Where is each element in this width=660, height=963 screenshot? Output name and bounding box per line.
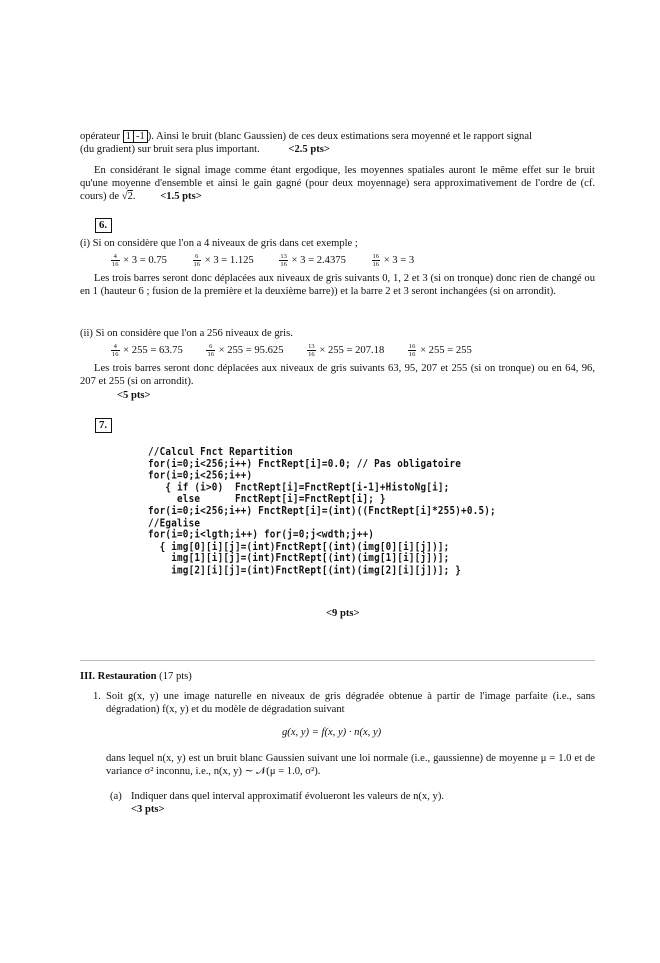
denominator: 16	[112, 261, 119, 268]
sqrt-expression: √2	[121, 191, 133, 202]
item-number: 1.	[93, 691, 101, 702]
points-label: <9 pts>	[326, 608, 360, 619]
numerator: 16	[408, 343, 416, 350]
numerator: 13	[280, 253, 287, 260]
q6-ii-equations	[110, 343, 494, 358]
question-6-label	[95, 218, 112, 233]
code-line: //Egalise	[148, 517, 201, 530]
code-line: //Calcul Fnct Repartition	[148, 445, 293, 459]
numerator: 16	[372, 253, 380, 260]
question-number: 6.	[99, 219, 108, 231]
equation-rest: × 3 = 3	[383, 254, 415, 266]
points-label: <3 pts>	[131, 804, 165, 815]
subitem-label: (a)	[110, 791, 122, 802]
q6-part-ii-intro	[80, 327, 595, 340]
code-line: else FnctRept[i]=FnctRept[i]; }	[148, 493, 386, 506]
numerator: 4	[111, 253, 120, 261]
q6-part-i-intro	[80, 237, 595, 250]
code-line: img[2][i][j]=(int)FnctRept[(int)(img[2][i][j])]; }	[148, 564, 462, 577]
code-line: for(i=0;i<256;i++)	[148, 469, 253, 482]
points-label: <5 pts>	[117, 390, 151, 401]
equation-rest: × 255 = 207.18	[319, 344, 385, 356]
q6-part-i-paragraph	[80, 272, 595, 298]
q6-part-ii-paragraph	[80, 362, 595, 388]
denominator: 16	[372, 261, 380, 268]
subitem-text: Indiquer dans quel interval approximatif évolueront les valeurs de n(x, y).	[131, 791, 445, 802]
code-line: for(i=0;i<256;i++) FnctRept[i]=(int)((FnctRept[i]*255)+0.5);	[148, 505, 496, 518]
denominator: 16	[280, 261, 287, 268]
denominator: 16	[408, 351, 416, 358]
code-line: { img[0][i][j]=(int)FnctRept[(int)(img[0][i][j])];	[148, 540, 450, 554]
denominator: 16	[207, 351, 214, 358]
text-line2: (du gradient) sur bruit sera plus important.	[80, 144, 260, 155]
text-line1: ). Ainsi le bruit (blanc Gaussien) de ces deux estimations sera moyenné et le rapport signal	[147, 131, 532, 142]
section-divider	[80, 660, 595, 661]
section-heading	[80, 670, 192, 683]
equation-rest: × 255 = 255	[420, 344, 472, 356]
code-line: for(i=0;i<lgth;i++) for(j=0;j<wdth;j++)	[148, 528, 375, 542]
equation	[278, 255, 345, 266]
equation	[110, 345, 183, 356]
paragraph-ergodic	[80, 164, 595, 203]
equation	[205, 345, 283, 356]
equation-rest: × 3 = 1.125	[204, 254, 254, 266]
ergodic-text: En considérant le signal image comme étant ergodique, les moyennes spatiales auront le même effet sur le bruit qu'une moyenne d'ensemble et ainsi le gain gagné (pour deux moyennage) sera approximativement de l'ordre de (cf. cours) de	[80, 165, 595, 202]
q6-i-paragraph-text: Les trois barres seront donc déplacées aux niveaux de gris suivants 0, 1, 2 et 3 (si on tronque) donc rien de changé ou en 1 (hauteur 6 ; fusion de la première et la deuxième barre)) et la barre 2 et 3 seront inchangées (si on arrondit).	[80, 273, 595, 297]
degradation-equation: g(x, y) = f(x, y) · n(x, y)	[282, 727, 382, 738]
points-label: <2.5 pts>	[288, 144, 330, 155]
q6-i-equations	[110, 253, 436, 268]
equation	[110, 255, 167, 266]
question-number: 7.	[99, 419, 108, 431]
item-text: Soit g(x, y) une image naturelle en niveaux de gris dégradée obtenue à partir de l'image parfaite (i.e., sans dégradation) f(x, y) et du modèle de dégradation suivant	[106, 691, 595, 715]
q6-ii-text: (ii) Si on considère que l'on a 256 niveaux de gris.	[80, 328, 293, 339]
period: .	[132, 191, 136, 202]
text-operateur: opérateur	[80, 131, 120, 142]
code-line: { if (i>0) FnctRept[i]=FnctRept[i-1]+HistoNg[i];	[148, 481, 450, 494]
equation	[192, 255, 254, 266]
equation	[306, 345, 384, 356]
points-label: <1.5 pts>	[160, 191, 202, 202]
equation	[407, 345, 472, 356]
numerator: 6	[193, 253, 202, 261]
numerator: 6	[206, 343, 215, 351]
equation-rest: × 255 = 63.75	[123, 344, 183, 356]
denominator: 16	[308, 351, 315, 358]
code-block	[148, 447, 496, 578]
section-title: III. Restauration	[80, 671, 157, 682]
sqrt-value: 2	[127, 191, 133, 202]
operator-box-2	[134, 130, 148, 143]
paragraph-gradient-noise	[80, 130, 595, 156]
numerator: 13	[308, 343, 315, 350]
operator-value-1: 1	[125, 131, 131, 142]
denominator: 16	[193, 261, 201, 268]
q6-i-text: (i) Si on considère que l'on a 4 niveaux de gris dans cet exemple ;	[80, 238, 358, 249]
equation-rest: × 3 = 2.4375	[291, 254, 346, 266]
operator-value-2: -1	[135, 131, 145, 142]
noise-description: dans lequel n(x, y) est un bruit blanc Gaussien suivant une loi normale (i.e., gaussienne) de moyenne μ = 1.0 et de variance σ² inconnu, i.e., n(x, y) ∼ 𝒩(μ = 1.0, σ²).	[106, 753, 595, 777]
question-7-label	[95, 418, 112, 433]
equation-rest: × 3 = 0.75	[123, 254, 167, 266]
equation-rest: × 255 = 95.625	[218, 344, 284, 356]
code-line: img[1][i][j]=(int)FnctRept[(int)(img[1][i][j])];	[148, 552, 450, 565]
q6-ii-paragraph-text: Les trois barres seront donc déplacées aux niveaux de gris suivants 63, 95, 207 et 255 (si on tronque) ou en 64, 96, 207 et 255 (si on arrondit).	[80, 363, 595, 387]
denominator: 16	[112, 351, 119, 358]
numerator: 4	[111, 343, 120, 351]
code-line: for(i=0;i<256;i++) FnctRept[i]=0.0; // Pas obligatoire	[148, 457, 462, 471]
equation	[371, 255, 415, 266]
section-points: (17 pts)	[159, 671, 192, 682]
operator-box	[123, 130, 134, 143]
